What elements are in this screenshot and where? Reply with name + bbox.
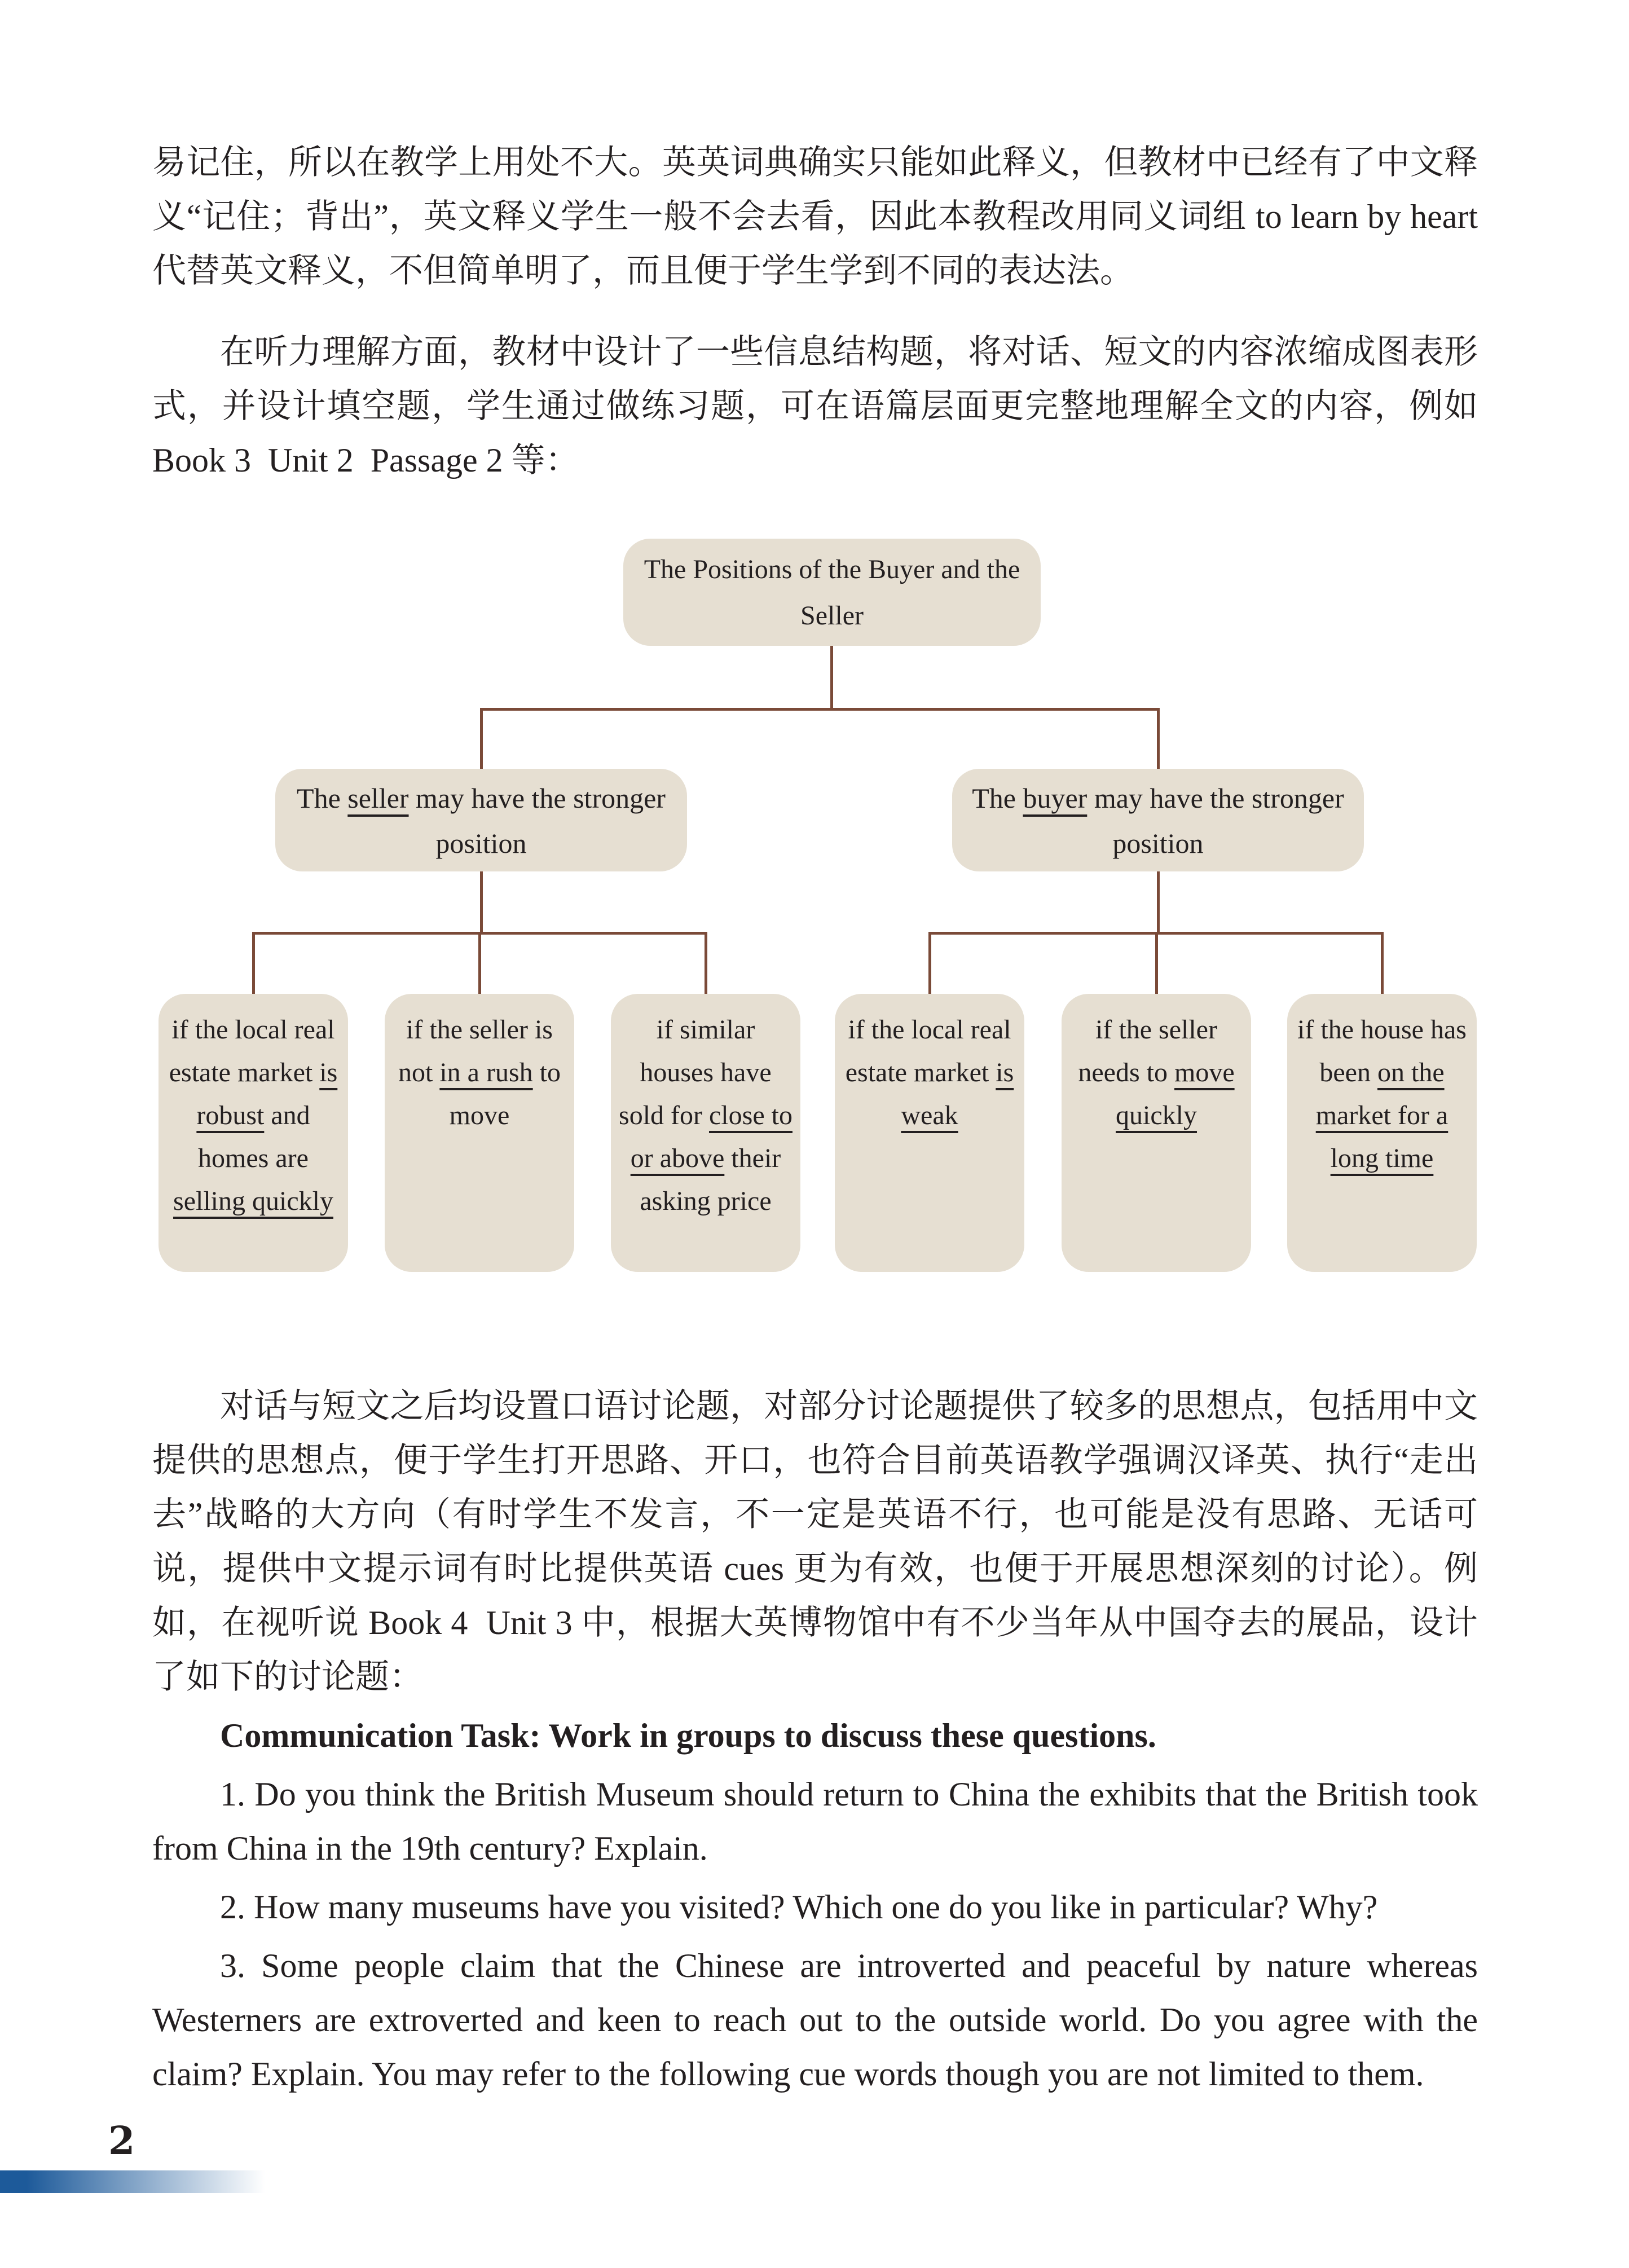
diagram-leaf-similar-houses: if similar houses have sold for close to or above their asking price (611, 994, 800, 1272)
footer-gradient-bar (0, 2170, 265, 2193)
buyer-seller-position-diagram (152, 539, 1478, 1272)
connector-line (1155, 932, 1158, 994)
connector-line (480, 708, 483, 769)
connector-line (1157, 871, 1160, 932)
communication-task-heading: Communication Task: Work in groups to discuss these questions. (220, 1717, 1156, 1754)
connector-line (928, 932, 931, 994)
question-1: 1. Do you think the British Museum should return to China the exhibits that the British took from China in the 19th century? Explain. (152, 1776, 1486, 1867)
connector-line (705, 932, 707, 994)
connector-line (1381, 932, 1384, 994)
diagram-leaf-move-quickly: if the seller needs to move quickly (1062, 994, 1251, 1272)
paragraph-dictionary-continuation: 易记住，所以在教学上用处不大。英英词典确实只能如此释义，但教材中已经有了中文释义“记住；背出”，英文释义学生一般不会去看，因此本教程改用同义词组 to learn by heart 代替英文释义，不但简单明了，而且便于学生学到不同的表达法。 (152, 144, 1486, 289)
paragraph-listening-comprehension: 在听力理解方面，教材中设计了一些信息结构题，将对话、短文的内容浓缩成图表形式，并设计填空题，学生通过做练习题，可在语篇层面更完整地理解全文的内容，例如 Book 3 Unit 2 Passage 2 等： (152, 333, 1486, 479)
paragraph-discussion-topics: 对话与短文之后均设置口语讨论题，对部分讨论题提供了较多的思想点，包括用中文提供的思想点，便于学生打开思路、开口，也符合目前英语教学强调汉译英、执行“走出去”战略的大方向（有时学生不发言，不一定是英语不行，也可能是没有思路、无话可说，提供中文提示词有时比提供英语 cues 更为有效，也便于开展思想深刻的讨论）。例如，在视听说 Book 4 Unit 3 中，根据大英博物馆中有不少当年从中国夺去的展品，设计了如下的讨论题： (152, 1388, 1478, 1696)
diagram-leaf-robust-market: if the local real estate market is robust and homes are selling quickly (159, 994, 348, 1272)
diagram-leaf-weak-market: if the local real estate market is weak (835, 994, 1024, 1272)
question-3: 3. Some people claim that the Chinese are introverted and peaceful by nature whereas Westerners are extroverted and keen to reach out to the outside world. Do you agree with the claim? Explain. You may refer to the following cue words though you are not limited to them. (152, 1947, 1486, 2093)
connector-line (480, 708, 1160, 711)
diagram-branch-buyer-box: The buyer may have the stronger position (952, 769, 1364, 871)
connector-line (478, 932, 481, 994)
connector-line (830, 646, 833, 708)
diagram-branch-seller-box: The seller may have the stronger position (275, 769, 687, 871)
page-number: 2 (108, 2119, 135, 2164)
diagram-root-box: The Positions of the Buyer and the Seller (623, 539, 1041, 646)
diagram-leaf-no-rush: if the seller is not in a rush to move (385, 994, 574, 1272)
question-2: 2. How many museums have you visited? Which one do you like in particular? Why? (220, 1888, 1378, 1926)
connector-line (252, 932, 255, 994)
connector-line (480, 871, 483, 932)
diagram-leaf-long-time: if the house has been on the market for a long time (1287, 994, 1477, 1272)
connector-line (1157, 708, 1160, 769)
